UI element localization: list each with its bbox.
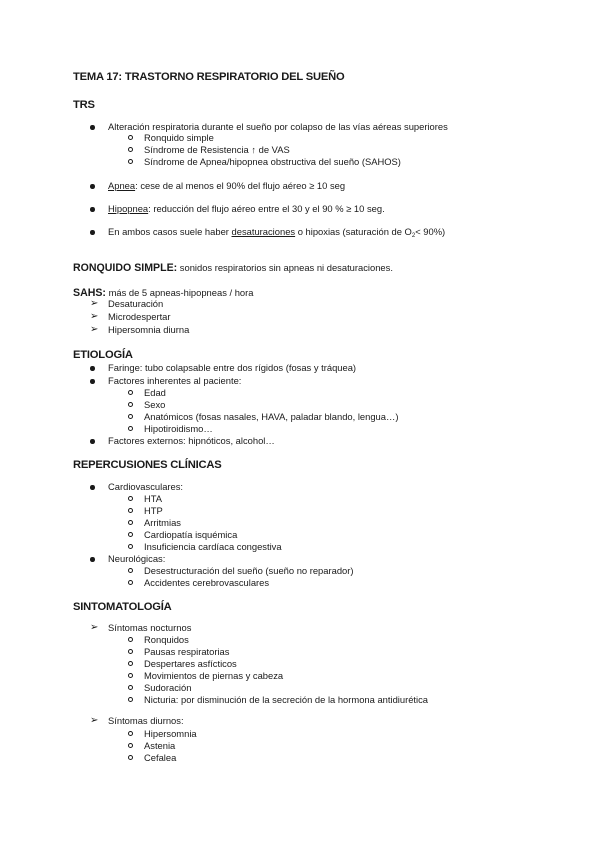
bullet-icon — [90, 557, 95, 562]
repercusiones-heading: REPERCUSIONES CLÍNICAS — [73, 459, 222, 471]
nocturnos-label: Síntomas nocturnos — [108, 622, 192, 633]
nocturno-item: Movimientos de piernas y cabeza — [144, 670, 284, 681]
page-title: TEMA 17: TRASTORNO RESPIRATORIO DEL SUEÑO — [73, 71, 345, 83]
hipopnea-term: Hipopnea — [108, 203, 149, 214]
etiologia-externos: Factores externos: hipnóticos, alcohol… — [108, 435, 275, 446]
diurno-item: Cefalea — [144, 752, 177, 763]
nocturno-item: Ronquidos — [144, 634, 189, 645]
apnea-term: Apnea — [108, 180, 136, 191]
sahs-item: Hipersomnia diurna — [108, 324, 190, 335]
etiologia-faringe: Faringe: tubo colapsable entre dos rígidos (fosas y tráquea) — [108, 362, 357, 373]
bullet-icon — [90, 184, 95, 189]
circle-bullet-icon — [128, 402, 133, 407]
sahs-item: Desaturación — [108, 298, 164, 309]
circle-bullet-icon — [128, 159, 133, 164]
etiologia-heading: ETIOLOGÍA — [73, 349, 133, 361]
neuro-item: Desestructuración del sueño (sueño no reparador) — [144, 565, 354, 576]
cardio-label: Cardiovasculares: — [108, 481, 184, 492]
both-cases-text — [108, 226, 445, 242]
circle-bullet-icon — [128, 544, 133, 549]
apnea-definition — [108, 180, 345, 192]
factor-item: Anatómicos (fosas nasales, HAVA, paladar blando, lengua…) — [144, 411, 399, 422]
factor-item: Hipotiroidismo… — [144, 423, 213, 434]
cardio-item: Cardiopatía isquémica — [144, 529, 238, 540]
bullet-icon — [90, 485, 95, 490]
circle-bullet-icon — [128, 673, 133, 678]
circle-bullet-icon — [128, 637, 133, 642]
trs-type-item: Síndrome de Apnea/hipopnea obstructiva del sueño (SAHOS) — [144, 156, 401, 167]
arrow-bullet-icon: ➢ — [90, 324, 99, 335]
apnea-def: : cese de al menos el 90% del flujo aéreo ≥ 10 seg — [135, 180, 346, 191]
circle-bullet-icon — [128, 508, 133, 513]
etiologia-factores: Factores inherentes al paciente: — [108, 375, 242, 386]
bullet-icon — [90, 366, 95, 371]
trs-definition: Alteración respiratoria durante el sueño por colapso de las vías aéreas superiores — [108, 121, 448, 132]
circle-bullet-icon — [128, 390, 133, 395]
circle-bullet-icon — [128, 697, 133, 702]
arrow-bullet-icon: ➢ — [90, 622, 99, 633]
circle-bullet-icon — [128, 414, 133, 419]
both-mid: o hipoxias (saturación de O — [295, 226, 412, 237]
sintomatologia-heading: SINTOMATOLOGÍA — [73, 601, 172, 613]
circle-bullet-icon — [128, 520, 133, 525]
circle-bullet-icon — [128, 135, 133, 140]
o2-subscript: 2 — [411, 233, 416, 239]
cardio-item: Insuficiencia cardíaca congestiva — [144, 541, 282, 552]
circle-bullet-icon — [128, 685, 133, 690]
circle-bullet-icon — [128, 568, 133, 573]
circle-bullet-icon — [128, 580, 133, 585]
sahs-text: más de 5 apneas-hipopneas / hora — [105, 287, 254, 298]
factor-item: Sexo — [144, 399, 166, 410]
nocturno-item: Despertares asfícticos — [144, 658, 237, 669]
bullet-icon — [90, 125, 95, 130]
cardio-item: HTP — [144, 505, 163, 516]
ronquido-label: RONQUIDO SIMPLE: — [73, 262, 178, 274]
circle-bullet-icon — [128, 426, 133, 431]
circle-bullet-icon — [128, 532, 133, 537]
circle-bullet-icon — [128, 147, 133, 152]
circle-bullet-icon — [128, 731, 133, 736]
neuro-label: Neurológicas: — [108, 553, 166, 564]
circle-bullet-icon — [128, 649, 133, 654]
desaturaciones-term: desaturaciones — [231, 226, 296, 237]
nocturno-item: Nicturia: por disminución de la secreción de la hormona antidiurética — [144, 694, 429, 705]
circle-bullet-icon — [128, 496, 133, 501]
diurnos-label: Síntomas diurnos: — [108, 715, 184, 726]
arrow-bullet-icon: ➢ — [90, 298, 99, 309]
bullet-icon — [90, 207, 95, 212]
ronquido-text: sonidos respiratorios sin apneas ni desaturaciones. — [177, 262, 393, 273]
factor-item: Edad — [144, 387, 166, 398]
hipopnea-def: : reducción del flujo aéreo entre el 30 y el 90 % ≥ 10 seg. — [148, 203, 385, 214]
both-end: < 90%) — [415, 226, 446, 237]
nocturno-item: Sudoración — [144, 682, 192, 693]
arrow-bullet-icon: ➢ — [90, 715, 99, 726]
trs-type-item: Síndrome de Resistencia ↑ de VAS — [144, 144, 290, 155]
circle-bullet-icon — [128, 743, 133, 748]
diurno-item: Astenia — [144, 740, 176, 751]
sahs-item: Microdespertar — [108, 311, 171, 322]
sahs-label: SAHS: — [73, 287, 106, 299]
diurno-item: Hipersomnia — [144, 728, 197, 739]
circle-bullet-icon — [128, 755, 133, 760]
cardio-item: Arritmias — [144, 517, 181, 528]
trs-type-item: Ronquido simple — [144, 132, 214, 143]
hipopnea-definition — [108, 203, 385, 215]
cardio-item: HTA — [144, 493, 163, 504]
nocturno-item: Pausas respiratorias — [144, 646, 230, 657]
neuro-item: Accidentes cerebrovasculares — [144, 577, 270, 588]
bullet-icon — [90, 439, 95, 444]
circle-bullet-icon — [128, 661, 133, 666]
ronquido-simple-line — [73, 262, 393, 274]
both-pre: En ambos casos suele haber — [108, 226, 232, 237]
arrow-bullet-icon: ➢ — [90, 311, 99, 322]
trs-heading: TRS — [73, 99, 95, 111]
bullet-icon — [90, 379, 95, 384]
bullet-icon — [90, 230, 95, 235]
